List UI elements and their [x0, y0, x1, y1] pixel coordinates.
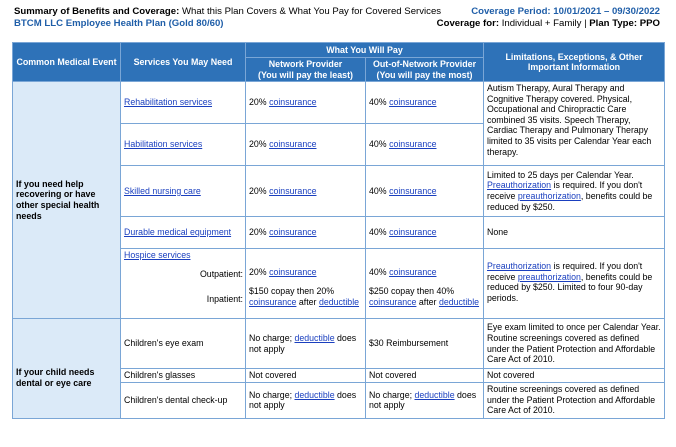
header-common-event: Common Medical Event [13, 43, 121, 82]
dme-network-cost: 20% coinsurance [246, 217, 366, 249]
header-services: Services You May Need [121, 43, 246, 82]
service-childrens-eye-exam: Children's eye exam [121, 319, 246, 369]
service-dme [121, 217, 246, 249]
deductible-link[interactable]: deductible [318, 296, 360, 307]
skilled-nursing-link[interactable]: Skilled nursing care [124, 185, 201, 196]
durable-medical-equipment-link[interactable]: Durable medical equipment [124, 227, 232, 238]
hospice-limitations: Preauthorization is required. If you don't receive preauthorization, benefits could be reduced by $250. Limited to four 90-day periods. [484, 249, 665, 319]
snf-out-network-cost: 40% coinsurance [366, 166, 484, 217]
header-out-network: Out-of-Network Provider (You will pay the most) [366, 58, 484, 82]
deductible-link[interactable]: deductible [414, 389, 455, 400]
dental-limitations: Routine screenings covered as defined under the Patient Protection and Affordable Care Act of 2010. [484, 382, 665, 418]
deductible-link[interactable]: deductible [294, 389, 335, 400]
coinsurance-link[interactable]: coinsurance [269, 227, 317, 238]
rehab-limitations: Autism Therapy, Aural Therapy and Cognitive Therapy covered. Physical, Occupational and Chiropractic Care combined 35 visits. Speech Therapy, Cardiac Therapy and Pulmonary Therapy limited to 35 visits per Calendar Year each therapy. [484, 82, 665, 166]
snf-network-cost: 20% coinsurance [246, 166, 366, 217]
plan-name: BTCM LLC Employee Health Plan (Gold 80/60) [14, 18, 224, 29]
coinsurance-link[interactable]: coinsurance [369, 296, 417, 307]
table-row [13, 82, 665, 124]
preauthorization-link[interactable]: preauthorization [517, 191, 581, 201]
event-child-dental-eye: If your child needs dental or eye care [13, 319, 121, 419]
event-special-needs: If you need help recovering or have other special health needs [13, 82, 121, 319]
coinsurance-link[interactable]: coinsurance [269, 185, 317, 196]
coverage-for: Coverage for: Individual + Family | Plan Type: PPO [436, 18, 660, 29]
preauthorization-link[interactable]: preauthorization [517, 271, 581, 282]
glasses-out-network-cost: Not covered [366, 369, 484, 383]
rehab-out-network-cost: 40% coinsurance [366, 82, 484, 124]
service-childrens-glasses: Children's glasses [121, 369, 246, 383]
dme-out-network-cost: 40% coinsurance [366, 217, 484, 249]
service-childrens-dental: Children's dental check-up [121, 382, 246, 418]
header-left [14, 6, 441, 30]
benefits-table [12, 42, 665, 419]
service-habilitation [121, 124, 246, 166]
header-limitations: Limitations, Exceptions, & Other Important Information [484, 43, 665, 82]
rehab-network-cost: 20% coinsurance [246, 82, 366, 124]
preauthorization-link[interactable]: Preauthorization [487, 180, 552, 191]
inpatient-label: Inpatient: [206, 294, 243, 304]
preauthorization-link[interactable]: Preauthorization [487, 261, 552, 271]
glasses-network-cost: Not covered [246, 369, 366, 383]
eye-exam-limitations: Eye exam limited to once per Calendar Year. Routine screenings covered as defined under the Patient Protection and Affordable Care Act of 2010. [484, 319, 665, 369]
dental-out-network-cost: No charge; deductible does not apply [366, 382, 484, 418]
coinsurance-link[interactable]: coinsurance [269, 139, 317, 150]
habilitation-link[interactable]: Habilitation services [124, 139, 203, 150]
coinsurance-link[interactable]: coinsurance [249, 296, 297, 307]
document-header [0, 6, 664, 36]
header-network: Network Provider (You will pay the least) [246, 58, 366, 82]
coinsurance-link[interactable]: coinsurance [269, 267, 317, 277]
header-what-you-pay: What You Will Pay [246, 43, 484, 58]
header-right [437, 6, 660, 30]
coinsurance-link[interactable]: coinsurance [389, 139, 437, 150]
eye-exam-out-network-cost: $30 Reimbursement [366, 319, 484, 369]
eye-exam-network-cost: No charge; deductible does not apply [246, 319, 366, 369]
habil-network-cost: 20% coinsurance [246, 124, 366, 166]
coverage-period: Coverage Period: 10/01/2021 – 09/30/2022 [471, 6, 660, 17]
coinsurance-link[interactable]: coinsurance [269, 97, 317, 108]
rehabilitation-link[interactable]: Rehabilitation services [124, 97, 213, 108]
hospice-services-link[interactable]: Hospice services [124, 250, 191, 260]
plan-type: Plan Type: PPO [589, 18, 660, 29]
coinsurance-link[interactable]: coinsurance [389, 185, 437, 196]
table-row [13, 319, 665, 369]
deductible-link[interactable]: deductible [438, 296, 480, 307]
coinsurance-link[interactable]: coinsurance [389, 267, 437, 277]
service-skilled-nursing [121, 166, 246, 217]
service-hospice [121, 249, 246, 319]
deductible-link[interactable]: deductible [294, 332, 335, 343]
snf-limitations: Limited to 25 days per Calendar Year. Preauthorization is required. If you don't receive preauthorization, benefits could be reduced by $250. [484, 166, 665, 217]
glasses-limitations: Not covered [484, 369, 665, 383]
doc-title: Summary of Benefits and Coverage: What this Plan Covers & What You Pay for Covered Services [14, 6, 442, 17]
hospice-out-network-cost: 40% coinsurance $250 copay then 40% coinsurance after deductible [366, 249, 484, 319]
hospice-network-cost: 20% coinsurance $150 copay then 20% coinsurance after deductible [246, 249, 366, 319]
dental-network-cost: No charge; deductible does not apply [246, 382, 366, 418]
service-rehabilitation [121, 82, 246, 124]
coinsurance-link[interactable]: coinsurance [389, 227, 437, 238]
dme-limitations: None [484, 217, 665, 249]
outpatient-label: Outpatient: [199, 269, 243, 279]
habil-out-network-cost: 40% coinsurance [366, 124, 484, 166]
coinsurance-link[interactable]: coinsurance [389, 97, 437, 108]
